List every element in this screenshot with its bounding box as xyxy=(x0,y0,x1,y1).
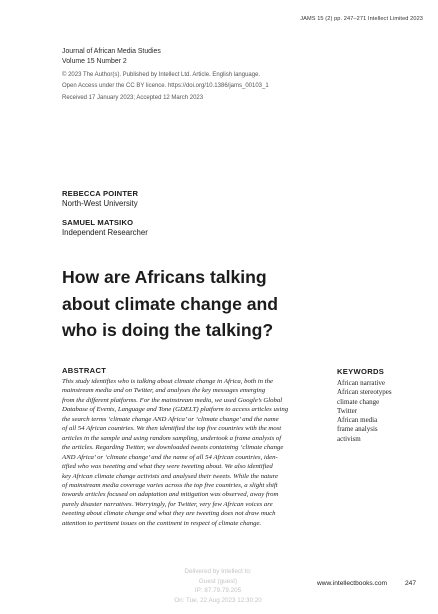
publisher-url: www.intellectbooks.com xyxy=(317,580,387,587)
abstract-line: key African climate change activists and analysed their tweets. While the nature xyxy=(62,472,278,480)
abstract-line: attention to pertinent issues on the continent in respect of climate change. xyxy=(62,519,262,527)
title-line: How are Africans talking xyxy=(62,267,267,287)
keywords-heading: KEYWORDS xyxy=(337,367,385,376)
abstract-line: tweeting about climate change and what they are tweeting does not draw much xyxy=(62,510,276,518)
watermark-line: Delivered by Intellect to: xyxy=(184,568,252,575)
copyright-line: © 2023 The Author(s). Published by Intellect Ltd. Article. English language. xyxy=(62,72,261,78)
watermark-line: IP: 87.79.79.205 xyxy=(194,587,242,595)
abstract-heading: ABSTRACT xyxy=(62,366,107,375)
abstract-line: the articles. Regarding Twitter, we downloaded tweets containing ‘climate change xyxy=(62,444,284,452)
author-block-2 xyxy=(62,218,148,238)
abstract-line: towards articles focused on adaptation and mitigation was observed, away from xyxy=(62,491,279,499)
keyword-item: African media xyxy=(337,416,378,425)
article-title xyxy=(62,264,362,344)
title-line: about climate change and xyxy=(62,293,279,314)
abstract-line: Database of Events, Language and Tone (GDELT) platform to access articles using xyxy=(62,406,289,414)
abstract-line: of all 54 African countries. We then identified the top five countries with the most xyxy=(62,425,282,433)
author-block-1 xyxy=(62,189,138,209)
abstract-line: from the different platforms. For the mainstream media, we used Google’s Global xyxy=(62,396,283,404)
keyword-item: frame analysis xyxy=(337,425,378,434)
abstract-line: mainstream media and on Twitter, and analyses the key messages emerging xyxy=(62,387,266,395)
abstract-line: purely disaster narratives. Worryingly, for Twitter, very few African voices are xyxy=(62,500,273,508)
keyword-item: Twitter xyxy=(337,406,358,415)
keyword-item: African stereotypes xyxy=(337,388,392,397)
journal-volume: Volume 15 Number 2 xyxy=(62,57,127,65)
journal-name: Journal of African Media Studies xyxy=(62,48,161,55)
author-affiliation: Independent Researcher xyxy=(62,228,148,237)
keyword-item: African narrative xyxy=(337,379,385,387)
keyword-item: climate change xyxy=(337,397,380,406)
abstract-line: This study identifies who is talking about climate change in Africa, both in the xyxy=(62,378,273,385)
dates-line: Received 17 January 2023; Accepted 12 March 2023 xyxy=(62,94,204,101)
keywords-list xyxy=(337,379,392,444)
author-name: REBECCA POINTER xyxy=(62,189,139,198)
abstract-body xyxy=(62,377,330,528)
author-name: SAMUEL MATSIKO xyxy=(62,218,134,227)
journal-block xyxy=(62,47,161,67)
watermark-line: On: Tue, 22 Aug 2023 12:30:20 xyxy=(174,596,262,604)
delivery-watermark xyxy=(150,567,286,605)
abstract-line: of mainstream media coverage varies across the top five countries, a slight shift xyxy=(62,481,278,489)
abstract-line: tified who was tweeting and what they were tweeting about. We also identified xyxy=(62,463,273,471)
abstract-line: the search terms ‘climate change AND Africa’ or ‘climate change’ and the name xyxy=(62,415,279,423)
watermark-line: Guest (guest) xyxy=(198,577,238,585)
author-affiliation: North-West University xyxy=(62,199,138,208)
abstract-line: articles in the sample and using random sampling, undertook a frame analysis of xyxy=(62,434,282,442)
license-line: Open Access under the CC BY licence. https://doi.org/10.1386/jams_00103_1 xyxy=(62,83,269,90)
page-number: 247 xyxy=(405,580,417,587)
keyword-item: activism xyxy=(337,434,361,443)
publication-meta xyxy=(62,70,269,104)
running-header-reference: JAMS 15 (2) pp. 247–271 Intellect Limited 2023 xyxy=(300,16,423,22)
title-line: who is doing the talking? xyxy=(62,320,274,340)
abstract-line: AND Africa’ or ‘climate change’ and the name of all 54 African countries, iden- xyxy=(62,453,278,461)
